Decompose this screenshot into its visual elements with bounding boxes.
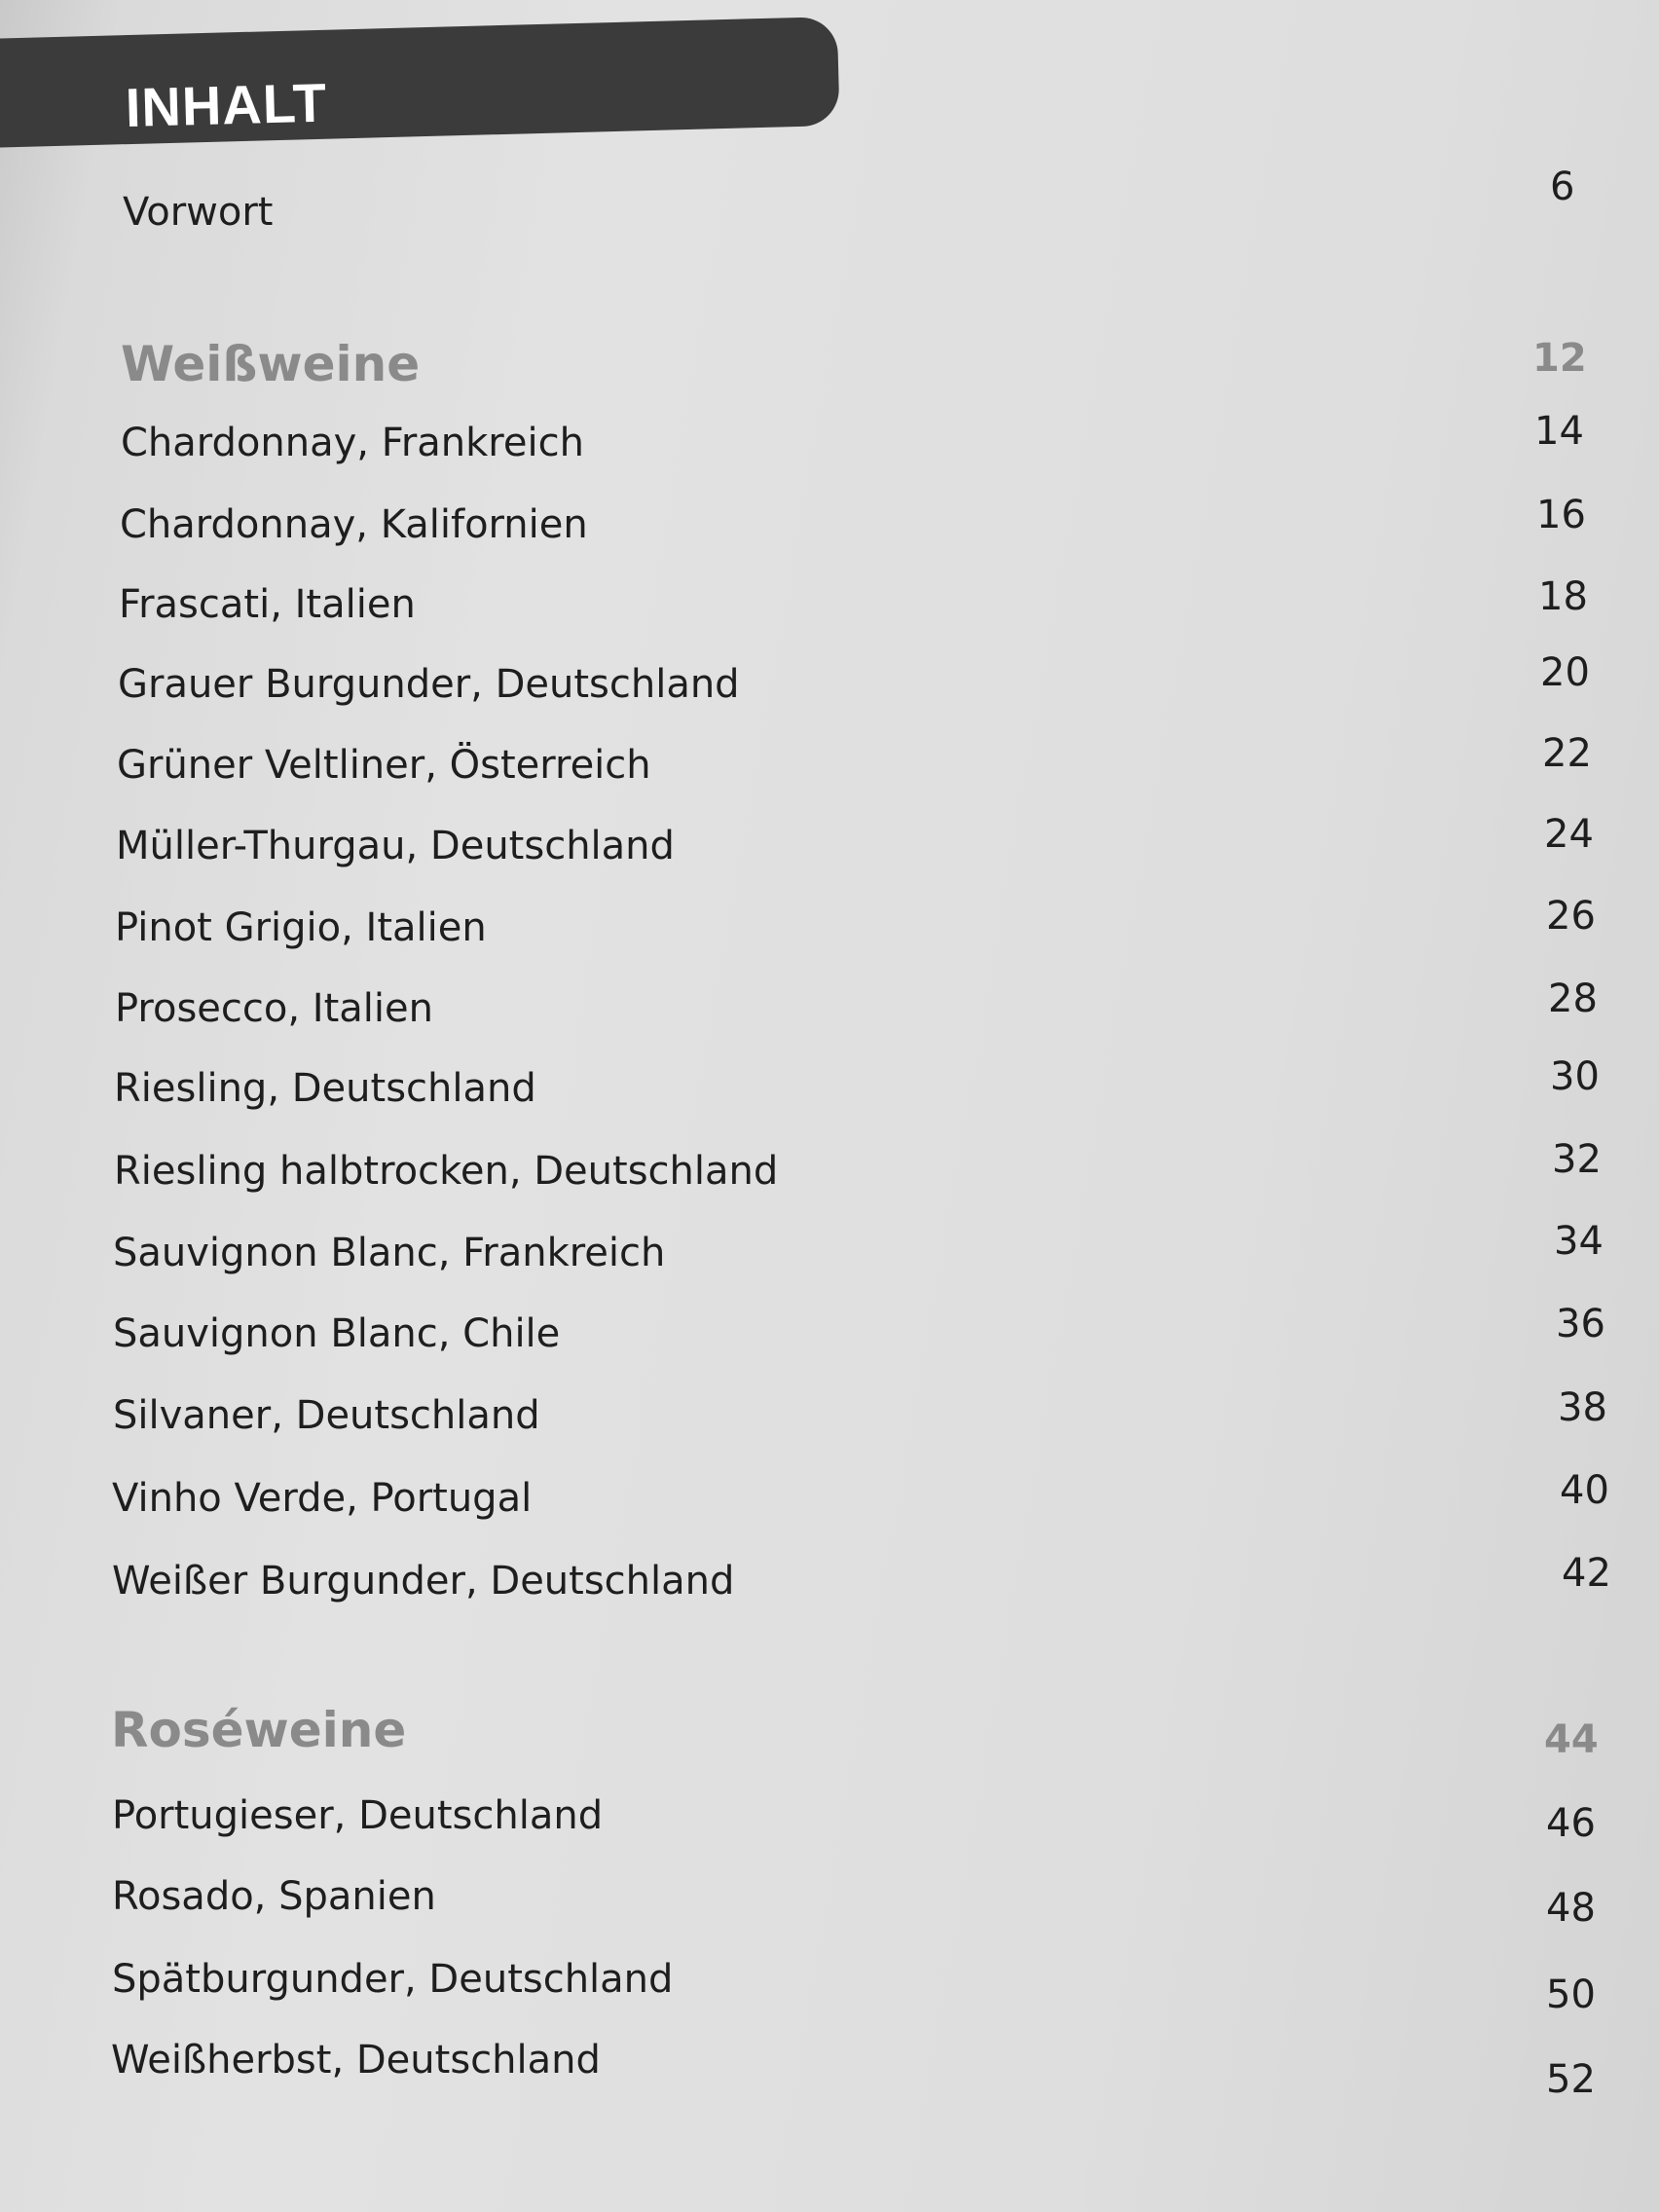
toc-entry-label: Riesling halbtrocken, Deutschland — [114, 1149, 779, 1194]
toc-entry-label: Chardonnay, Frankreich — [121, 421, 584, 465]
page-title: INHALT — [125, 71, 328, 138]
toc-entry-page: 46 — [1546, 1801, 1596, 1846]
toc-entry[interactable] — [0, 894, 1659, 983]
toc-entry-label: Sauvignon Blanc, Chile — [113, 1311, 561, 1356]
toc-entry-page: 16 — [1536, 493, 1586, 537]
toc-entry-page: 40 — [1560, 1468, 1609, 1513]
toc-entry[interactable] — [0, 1219, 1659, 1309]
toc-entry[interactable] — [0, 977, 1659, 1064]
toc-entry-page: 22 — [1542, 731, 1592, 776]
toc-entry-label: Frascati, Italien — [119, 582, 416, 627]
toc-entry-page: 50 — [1546, 1972, 1596, 2017]
toc-section-label: Weißweine — [121, 336, 421, 392]
toc-entry-label: Prosecco, Italien — [115, 986, 433, 1031]
toc-entry-page: 36 — [1556, 1302, 1605, 1346]
toc-entry-label: Riesling, Deutschland — [114, 1066, 536, 1111]
toc-entry[interactable] — [0, 1385, 1659, 1471]
toc-entry-label: Müller-Thurgau, Deutschland — [116, 824, 675, 868]
toc-entry[interactable] — [0, 1137, 1659, 1227]
toc-entry-page: 20 — [1540, 650, 1590, 695]
toc-entry-label: Weißherbst, Deutschland — [111, 2038, 601, 2083]
toc-entry-label: Portugieser, Deutschland — [112, 1793, 604, 1838]
toc-entry-page: 38 — [1558, 1385, 1607, 1430]
toc-section-page: 44 — [1544, 1717, 1599, 1762]
toc-entry[interactable] — [0, 2038, 1659, 2116]
toc-entry[interactable] — [0, 165, 1659, 268]
toc-entry[interactable] — [0, 1551, 1659, 1637]
toc-entry-label: Rosado, Spanien — [112, 1874, 436, 1919]
toc-entry[interactable] — [0, 1302, 1659, 1389]
toc-entry[interactable] — [0, 1957, 1659, 2035]
toc-entry-page: 14 — [1534, 409, 1584, 454]
toc-entry[interactable] — [0, 493, 1659, 580]
toc-entry[interactable] — [0, 1793, 1659, 1871]
toc-entry-page: 52 — [1546, 2057, 1596, 2102]
toc-entry-page: 32 — [1552, 1137, 1602, 1182]
toc-entry-label: Grüner Veltliner, Österreich — [117, 743, 651, 788]
toc-entry-label: Vinho Verde, Portugal — [112, 1476, 533, 1521]
toc-entry[interactable] — [0, 1468, 1659, 1554]
toc-entry-page: 18 — [1538, 574, 1588, 619]
toc-entry-page: 24 — [1544, 812, 1594, 857]
toc-entry-label: Sauvignon Blanc, Frankreich — [113, 1231, 666, 1275]
toc-section-heading[interactable] — [0, 1702, 1659, 1780]
toc-entry-label: Spätburgunder, Deutschland — [112, 1957, 674, 2002]
toc-entry[interactable] — [0, 650, 1659, 740]
toc-entry-label: Chardonnay, Kalifornien — [120, 502, 588, 547]
toc-entry-label: Grauer Burgunder, Deutschland — [118, 662, 740, 707]
toc-entry-label: Silvaner, Deutschland — [113, 1393, 540, 1438]
toc-section-page: 12 — [1532, 336, 1587, 381]
toc-entry[interactable] — [0, 731, 1659, 821]
toc-entry-label: Pinot Grigio, Italien — [115, 905, 487, 950]
toc-entry-page: 28 — [1548, 977, 1598, 1021]
toc-entry-label: Vorwort — [123, 190, 274, 235]
toc-entry-page: 6 — [1550, 165, 1575, 209]
toc-entry[interactable] — [0, 574, 1659, 660]
toc-entry[interactable] — [0, 409, 1659, 498]
toc-entry-page: 26 — [1546, 894, 1596, 939]
toc-entry-page: 42 — [1562, 1551, 1611, 1596]
toc-entry-page: 30 — [1550, 1054, 1600, 1099]
toc-section-heading[interactable] — [0, 336, 1659, 414]
toc-entry-page: 48 — [1546, 1886, 1596, 1931]
toc-entry-page: 34 — [1554, 1219, 1604, 1264]
toc-entry[interactable] — [0, 1054, 1659, 1144]
toc-entry[interactable] — [0, 1874, 1659, 1952]
toc-section-label: Roséweine — [111, 1702, 407, 1758]
toc-entry[interactable] — [0, 812, 1659, 902]
toc-entry-label: Weißer Burgunder, Deutschland — [112, 1559, 735, 1604]
